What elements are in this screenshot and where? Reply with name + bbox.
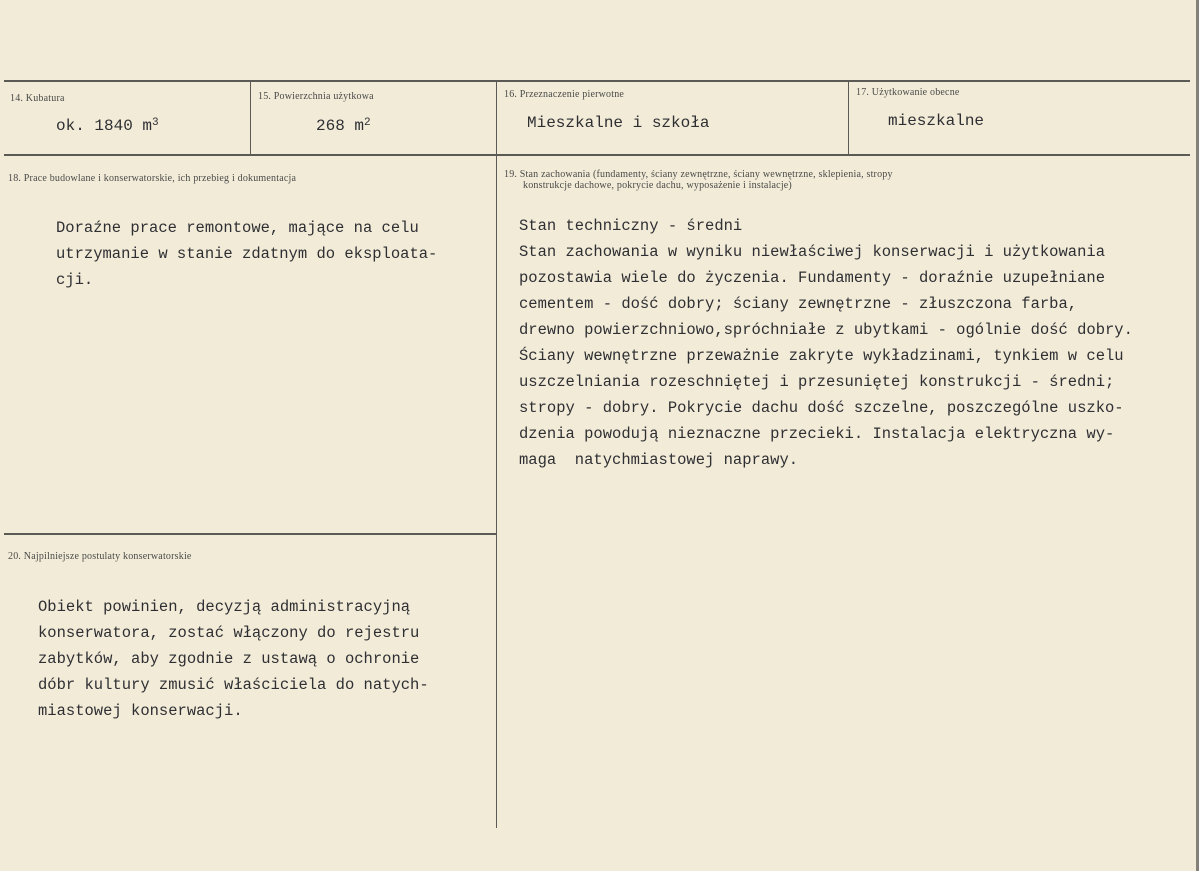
divider-14-15 xyxy=(250,80,251,155)
field-20-body xyxy=(38,594,429,724)
field-15-value-text: 268 m xyxy=(316,117,365,135)
field-19-line: Stan zachowania w wyniku niewłaściwej konserwacji i użytkowania xyxy=(519,243,1105,261)
field-15-value xyxy=(316,113,371,139)
field-19-line: Ściany wewnętrzne przeważnie zakryte wykładzinami, tynkiem w celu xyxy=(519,347,1124,365)
field-19-line: maga natychmiastowej naprawy. xyxy=(519,451,799,469)
field-14-unit-exponent: 3 xyxy=(152,117,159,129)
field-18-line: cji. xyxy=(56,271,94,289)
top-rule xyxy=(4,80,1190,82)
field-18-label: 18. Prace budowlane i konserwatorskie, ich przebieg i dokumentacja xyxy=(8,173,297,184)
field-20-line: zabytków, aby zgodnie z ustawą o ochronie xyxy=(38,650,420,668)
field-14-value-text: ok. 1840 m xyxy=(56,117,153,135)
field-16-label: 16. Przeznaczenie pierwotne xyxy=(504,89,625,100)
field-17-label: 17. Użytkowanie obecne xyxy=(856,87,960,98)
field-19-body xyxy=(519,213,1133,473)
field-17-value: mieszkalne xyxy=(888,112,985,130)
field-18-body xyxy=(56,215,437,293)
row2-bottom-rule xyxy=(4,533,496,535)
field-18-line: Doraźne prace remontowe, mające na celu xyxy=(56,219,419,237)
field-19-line: cementem - dość dobry; ściany zewnętrzne - złuszczona farba, xyxy=(519,295,1078,313)
field-19-line: drewno powierzchniowo,spróchniałe z ubytkami - ogólnie dość dobry. xyxy=(519,321,1133,339)
field-20-line: Obiekt powinien, decyzją administracyjną xyxy=(38,598,411,616)
field-15-unit-exponent: 2 xyxy=(364,117,371,129)
field-19-line: uszczelniania rozeschniętej i przesuniętej konstrukcji - średni; xyxy=(519,373,1115,391)
field-20-label: 20. Najpilniejsze postulaty konserwatorskie xyxy=(8,551,192,562)
field-19-line: dzenia powodują nieznaczne przecieki. Instalacja elektryczna wy- xyxy=(519,425,1115,443)
field-19-label-line2: konstrukcje dachowe, pokrycie dachu, wyposażenie i instalacje) xyxy=(523,180,792,191)
field-18-line: utrzymanie w stanie zdatnym do eksploata- xyxy=(56,245,438,263)
field-20-line: dóbr kultury zmusić właściciela do natych- xyxy=(38,676,429,694)
field-16-value: Mieszkalne i szkoła xyxy=(527,114,710,132)
field-19-line: Stan techniczny - średni xyxy=(519,217,743,235)
field-14-value xyxy=(56,113,159,139)
field-19-label-line1: 19. Stan zachowania (fundamenty, ściany zewnętrzne, ściany wewnętrzne, sklepienia, stropy xyxy=(504,169,893,180)
field-15-label: 15. Powierzchnia użytkowa xyxy=(258,91,374,102)
field-19-line: pozostawia wiele do życzenia. Fundamenty - doraźnie uzupełniane xyxy=(519,269,1105,287)
divider-main xyxy=(496,80,497,828)
field-20-line: miastowej konserwacji. xyxy=(38,702,243,720)
field-14-label: 14. Kubatura xyxy=(10,93,65,104)
divider-16-17 xyxy=(848,80,849,155)
field-19-line: stropy - dobry. Pokrycie dachu dość szczelne, poszczególne uszko- xyxy=(519,399,1124,417)
field-20-line: konserwatora, zostać włączony do rejestru xyxy=(38,624,420,642)
row1-bottom-rule xyxy=(4,154,1190,156)
